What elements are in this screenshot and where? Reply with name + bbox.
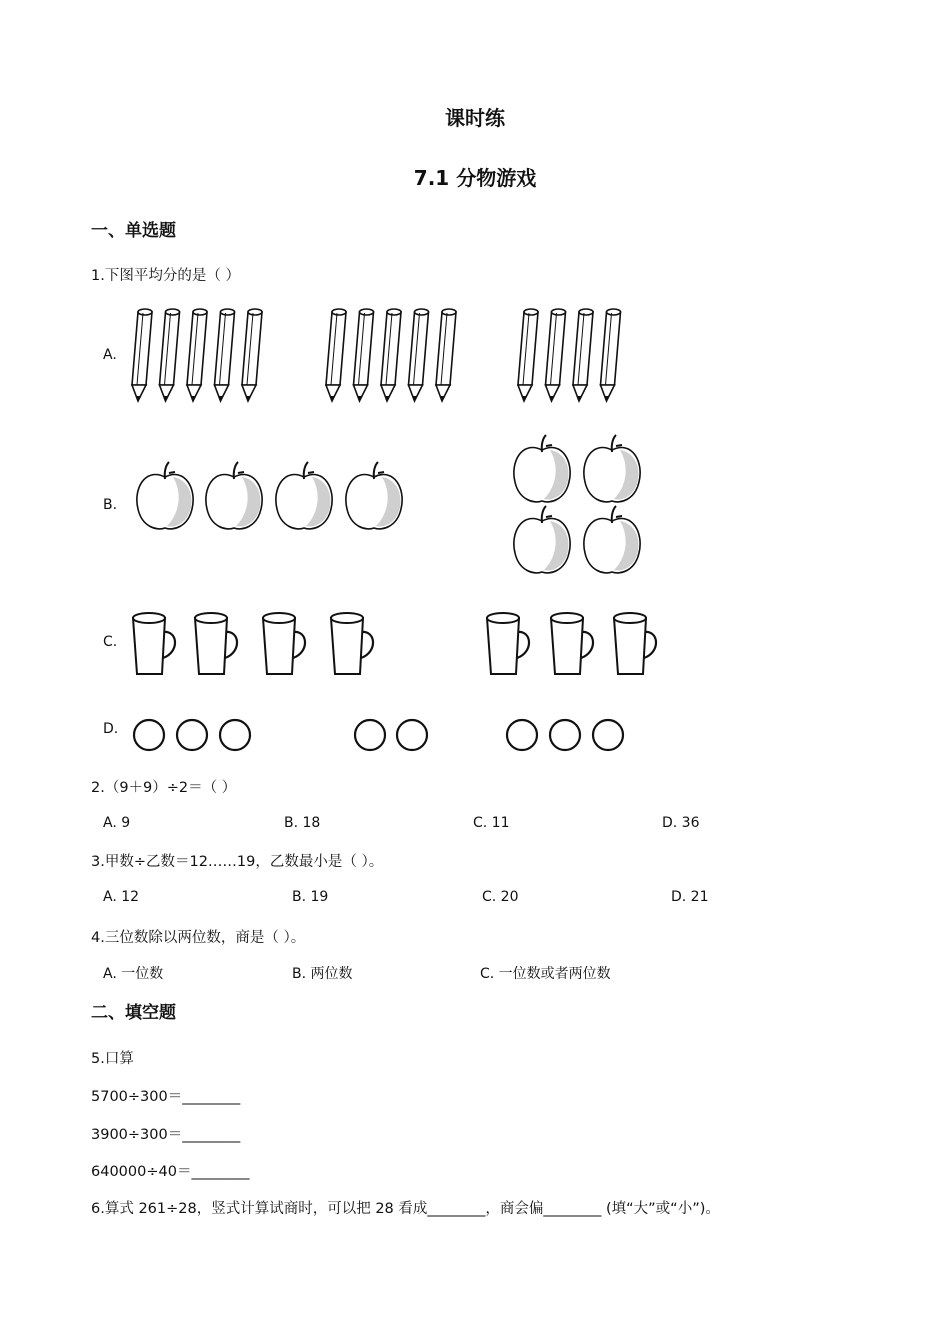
circle-icon [177, 720, 207, 750]
q3-option-a[interactable]: A. 12 [103, 889, 140, 905]
question-1: 1.下图平均分的是（ ） [91, 268, 240, 284]
page-subtitle: 7.1 分物游戏 [413, 166, 537, 190]
section-heading-fill-blank: 二、填空题 [91, 1003, 176, 1023]
q2-option-a[interactable]: A. 9 [103, 815, 131, 831]
q4-option-c[interactable]: C. 一位数或者两位数 [480, 966, 611, 982]
question-5: 5.口算 [91, 1051, 134, 1067]
q1-option-c-label[interactable]: C. [103, 634, 118, 650]
q3-option-d[interactable]: D. 21 [671, 889, 709, 905]
circle-icon [397, 720, 427, 750]
circle-icon [220, 720, 250, 750]
circle-icon [507, 720, 537, 750]
q3-option-b[interactable]: B. 19 [292, 889, 329, 905]
q1-option-d-label[interactable]: D. [103, 721, 119, 737]
circle-icon [134, 720, 164, 750]
question-6[interactable]: 6.算式 261÷28，竖式计算试商时，可以把 28 看成________，商会偏________ (填“大”或“小”)。 [91, 1201, 720, 1217]
q1-option-a-label[interactable]: A. [103, 347, 117, 363]
q2-option-c[interactable]: C. 11 [473, 815, 510, 831]
q5-line-2[interactable]: 3900÷300＝________ [91, 1127, 241, 1143]
q4-option-a[interactable]: A. 一位数 [103, 966, 164, 982]
question-4: 4.三位数除以两位数，商是（ ）。 [91, 930, 306, 946]
circle-icon [355, 720, 385, 750]
q3-option-c[interactable]: C. 20 [482, 889, 519, 905]
q2-option-d[interactable]: D. 36 [662, 815, 700, 831]
circle-icon [593, 720, 623, 750]
q5-line-3[interactable]: 640000÷40＝________ [91, 1164, 250, 1180]
section-heading-single-choice: 一、单选题 [91, 221, 176, 241]
q1-option-b-label[interactable]: B. [103, 497, 118, 513]
question-2: 2.（9＋9）÷2＝（ ） [91, 780, 237, 796]
q2-option-b[interactable]: B. 18 [284, 815, 321, 831]
page-title: 课时练 [445, 106, 505, 130]
q5-line-1[interactable]: 5700÷300＝________ [91, 1089, 241, 1105]
q4-option-b[interactable]: B. 两位数 [292, 966, 353, 982]
circle-icon [550, 720, 580, 750]
question-3: 3.甲数÷乙数＝12……19，乙数最小是（ ）。 [91, 854, 384, 870]
